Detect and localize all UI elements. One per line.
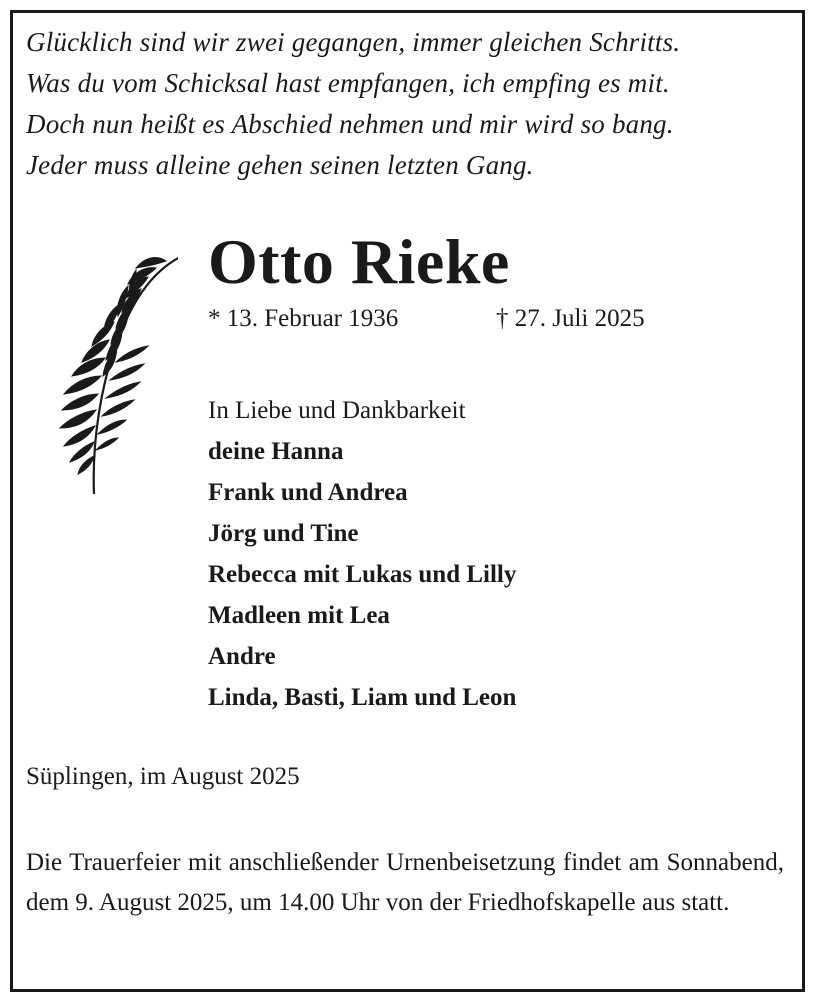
birth-date: * 13. Februar 1936 — [208, 305, 399, 332]
poem-line: Was du vom Schicksal hast empfangen, ich empfing es mit. — [26, 68, 670, 98]
poem-line: Jeder muss alleine gehen seinen letzten Gang. — [26, 150, 534, 180]
mourner-name: Andre — [208, 643, 276, 670]
place-and-date: Süplingen, im August 2025 — [26, 763, 300, 790]
funeral-notice: Die Trauerfeier mit anschließender Urnenbeisetzung findet am Sonnabend, dem 9. August 2025, um 14.00 Uhr von der Friedhofskapelle aus statt. — [26, 849, 784, 916]
poem-line: Doch nun heißt es Abschied nehmen und mir wird so bang. — [26, 109, 674, 139]
deceased-name: Otto Rieke — [208, 226, 510, 297]
mourners-list — [208, 390, 516, 718]
fern-leaf-icon — [48, 244, 178, 496]
mourner-name: deine Hanna — [208, 438, 344, 465]
death-date: † 27. Juli 2025 — [496, 305, 645, 332]
mourner-name: Rebecca mit Lukas und Lilly — [208, 561, 517, 588]
poem-line: Glücklich sind wir zwei gegangen, immer gleichen Schritts. — [26, 27, 681, 57]
mourner-name: Jörg und Tine — [208, 520, 359, 547]
life-dates — [208, 299, 645, 339]
mourner-name: Madleen mit Lea — [208, 602, 390, 629]
memorial-poem — [26, 22, 786, 186]
mourner-name: Frank und Andrea — [208, 479, 408, 506]
mourner-name: Linda, Basti, Liam und Leon — [208, 684, 517, 711]
mourners-intro: In Liebe und Dankbarkeit — [208, 397, 466, 424]
